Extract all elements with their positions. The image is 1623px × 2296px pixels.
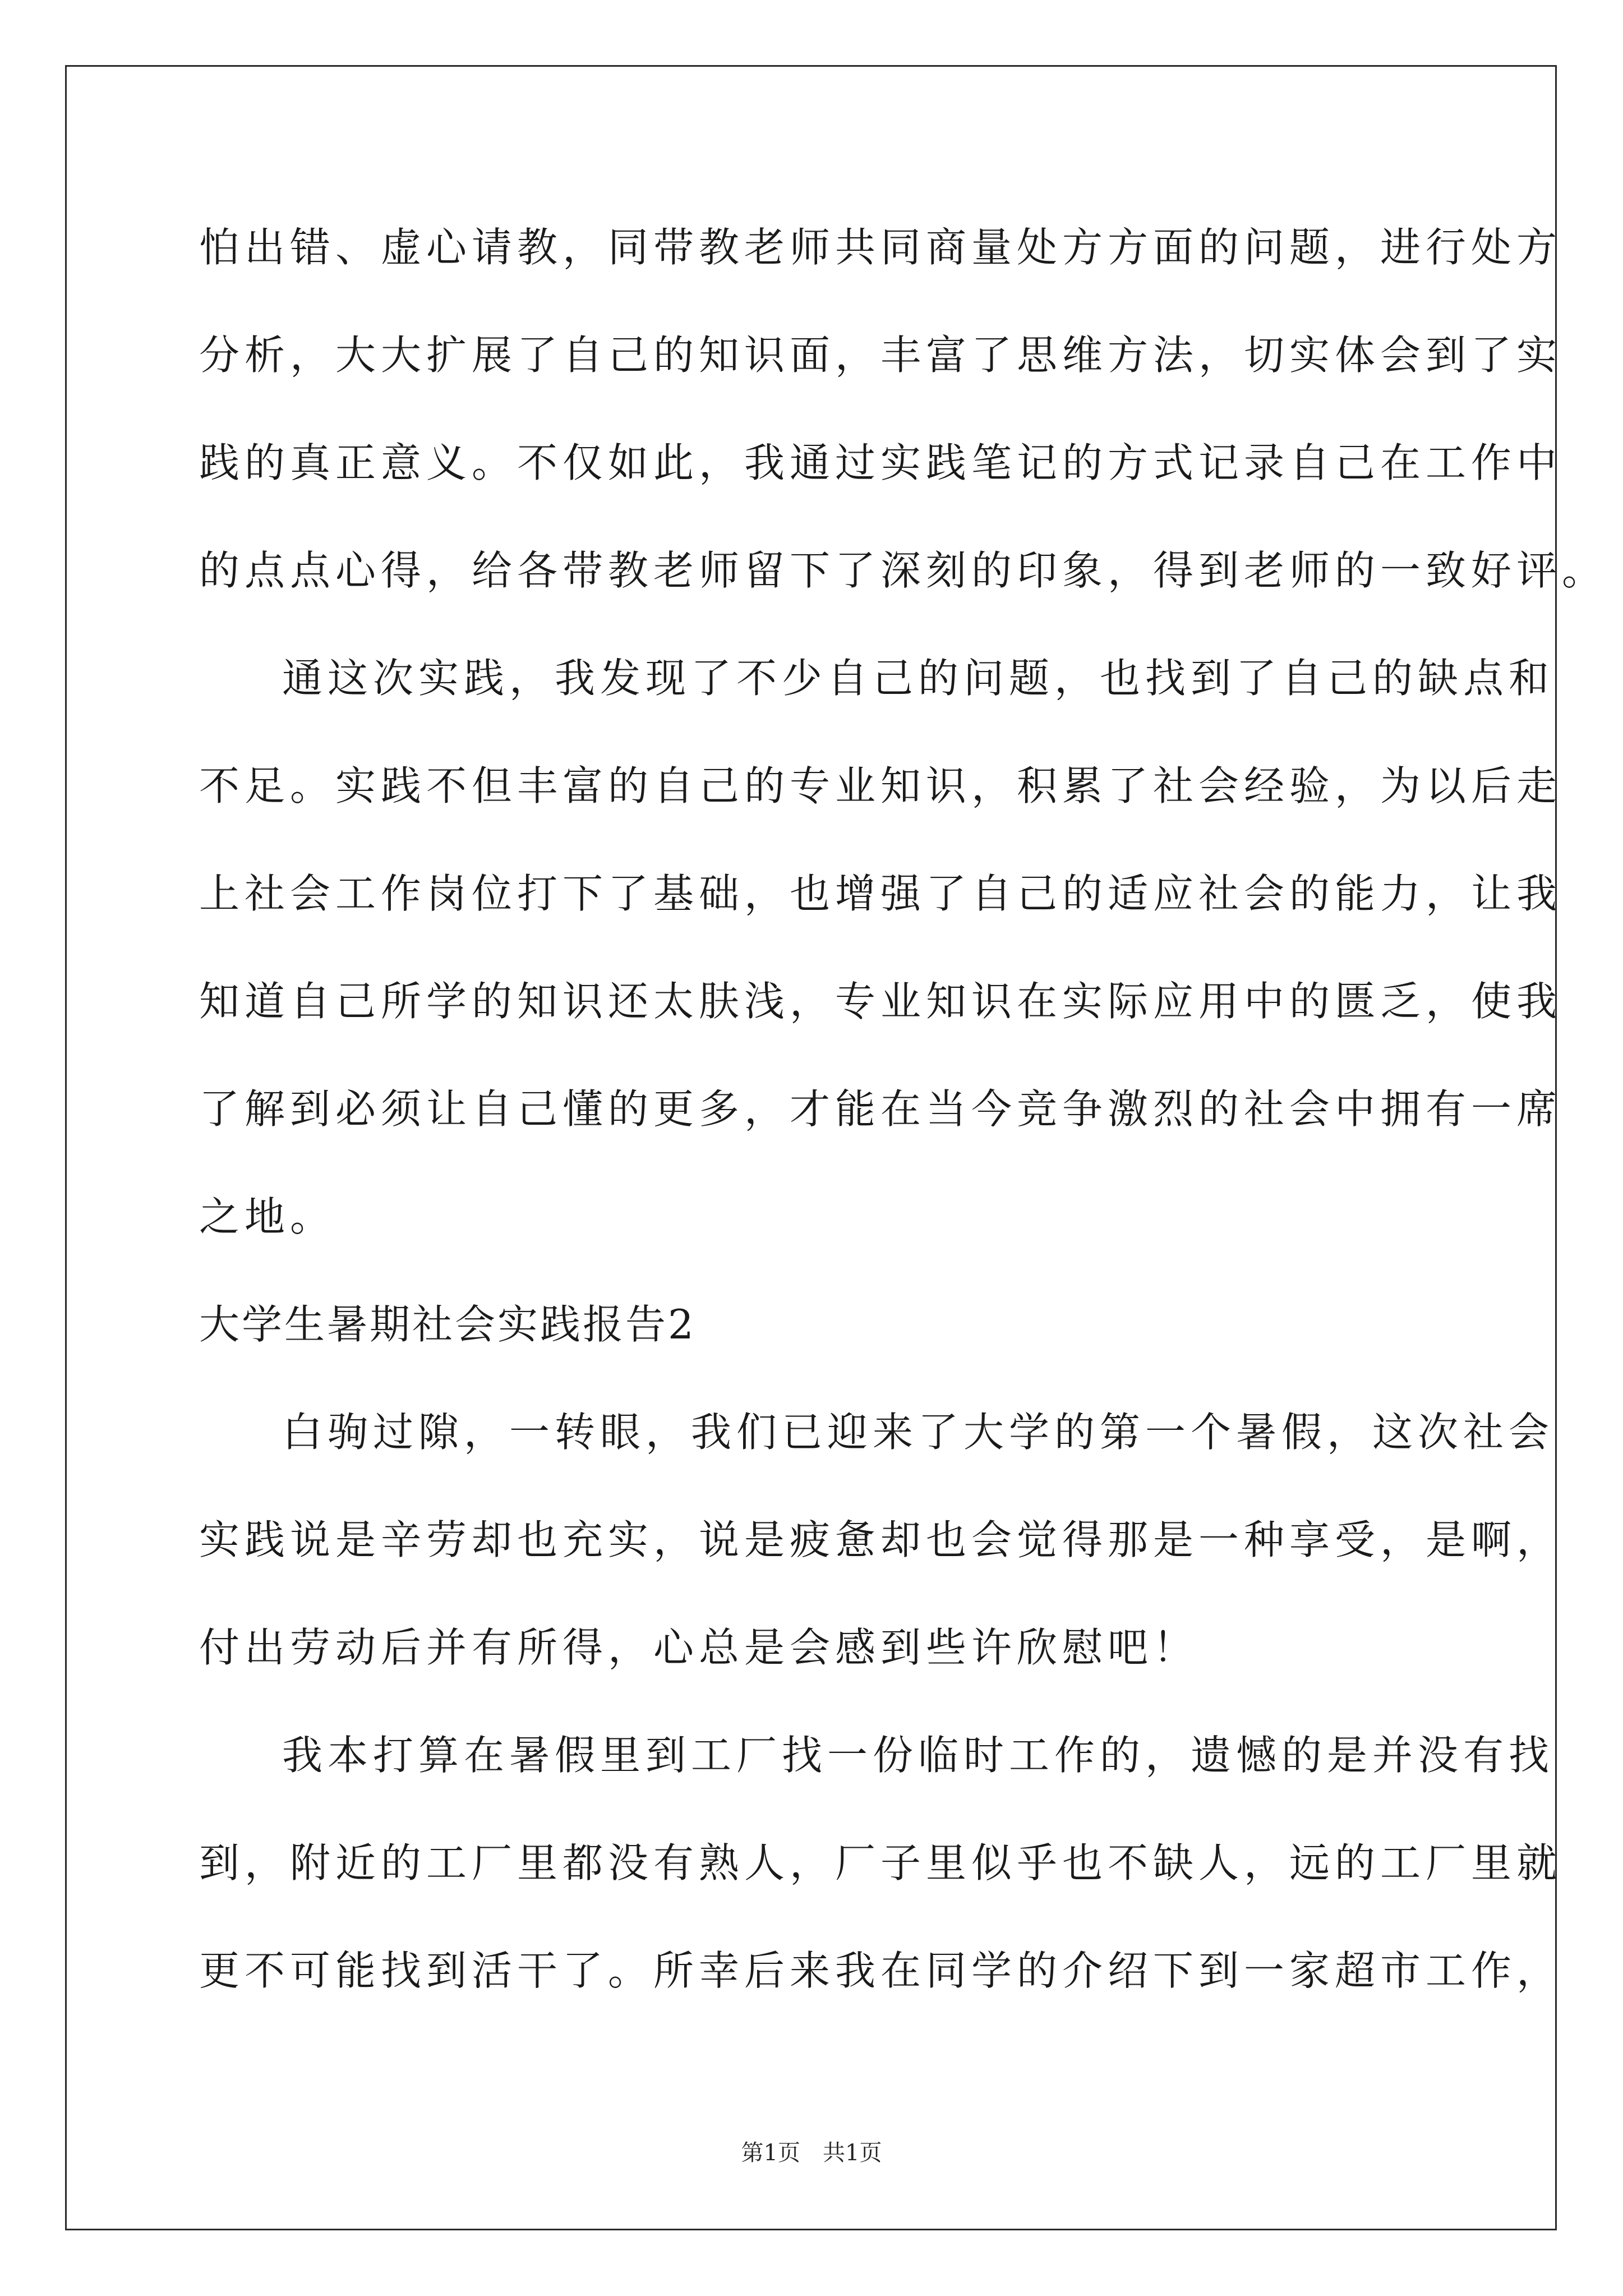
page-footer: 第1页 共1页 [741, 2140, 882, 2166]
text-line: 不足。实践不但丰富的自己的专业知识，积累了社会经验，为以后走 [199, 762, 1562, 809]
text-line: 到，附近的工厂里都没有熟人，厂子里似乎也不缺人，远的工厂里就 [199, 1839, 1562, 1887]
text-line: 知道自己所学的知识还太肤浅，专业知识在实际应用中的匮乏，使我 [199, 978, 1562, 1025]
text-line: 之地。 [199, 1193, 336, 1240]
text-line: 实践说是辛劳却也充实，说是疲惫却也会觉得那是一种享受，是啊， [199, 1516, 1562, 1563]
text-line: 怕出错、虚心请教，同带教老师共同商量处方方面的问题，进行处方 [199, 224, 1562, 271]
text-line: 分析，大大扩展了自己的知识面，丰富了思维方法，切实体会到了实 [199, 332, 1562, 379]
section-heading: 大学生暑期社会实践报告2 [199, 1301, 696, 1348]
document-body [199, 194, 1608, 2024]
text-line: 通这次实践，我发现了不少自己的问题，也找到了自己的缺点和 [282, 655, 1555, 702]
text-line: 更不可能找到活干了。所幸后来我在同学的介绍下到一家超市工作， [199, 1947, 1562, 1994]
text-line: 白驹过隙，一转眼，我们已迎来了大学的第一个暑假，这次社会 [282, 1409, 1555, 1456]
text-line: 了解到必须让自己懂的更多，才能在当今竞争激烈的社会中拥有一席 [199, 1085, 1562, 1133]
text-line: 的点点心得，给各带教老师留下了深刻的印象，得到老师的一致好评。 [199, 547, 1608, 594]
text-line: 践的真正意义。不仅如此，我通过实践笔记的方式记录自己在工作中 [199, 439, 1562, 486]
text-line: 我本打算在暑假里到工厂找一份临时工作的，遗憾的是并没有找 [282, 1732, 1555, 1779]
text-line: 上社会工作岗位打下了基础，也增强了自己的适应社会的能力，让我 [199, 870, 1562, 917]
text-line: 付出劳动后并有所得，心总是会感到些许欣慰吧！ [199, 1624, 1199, 1671]
